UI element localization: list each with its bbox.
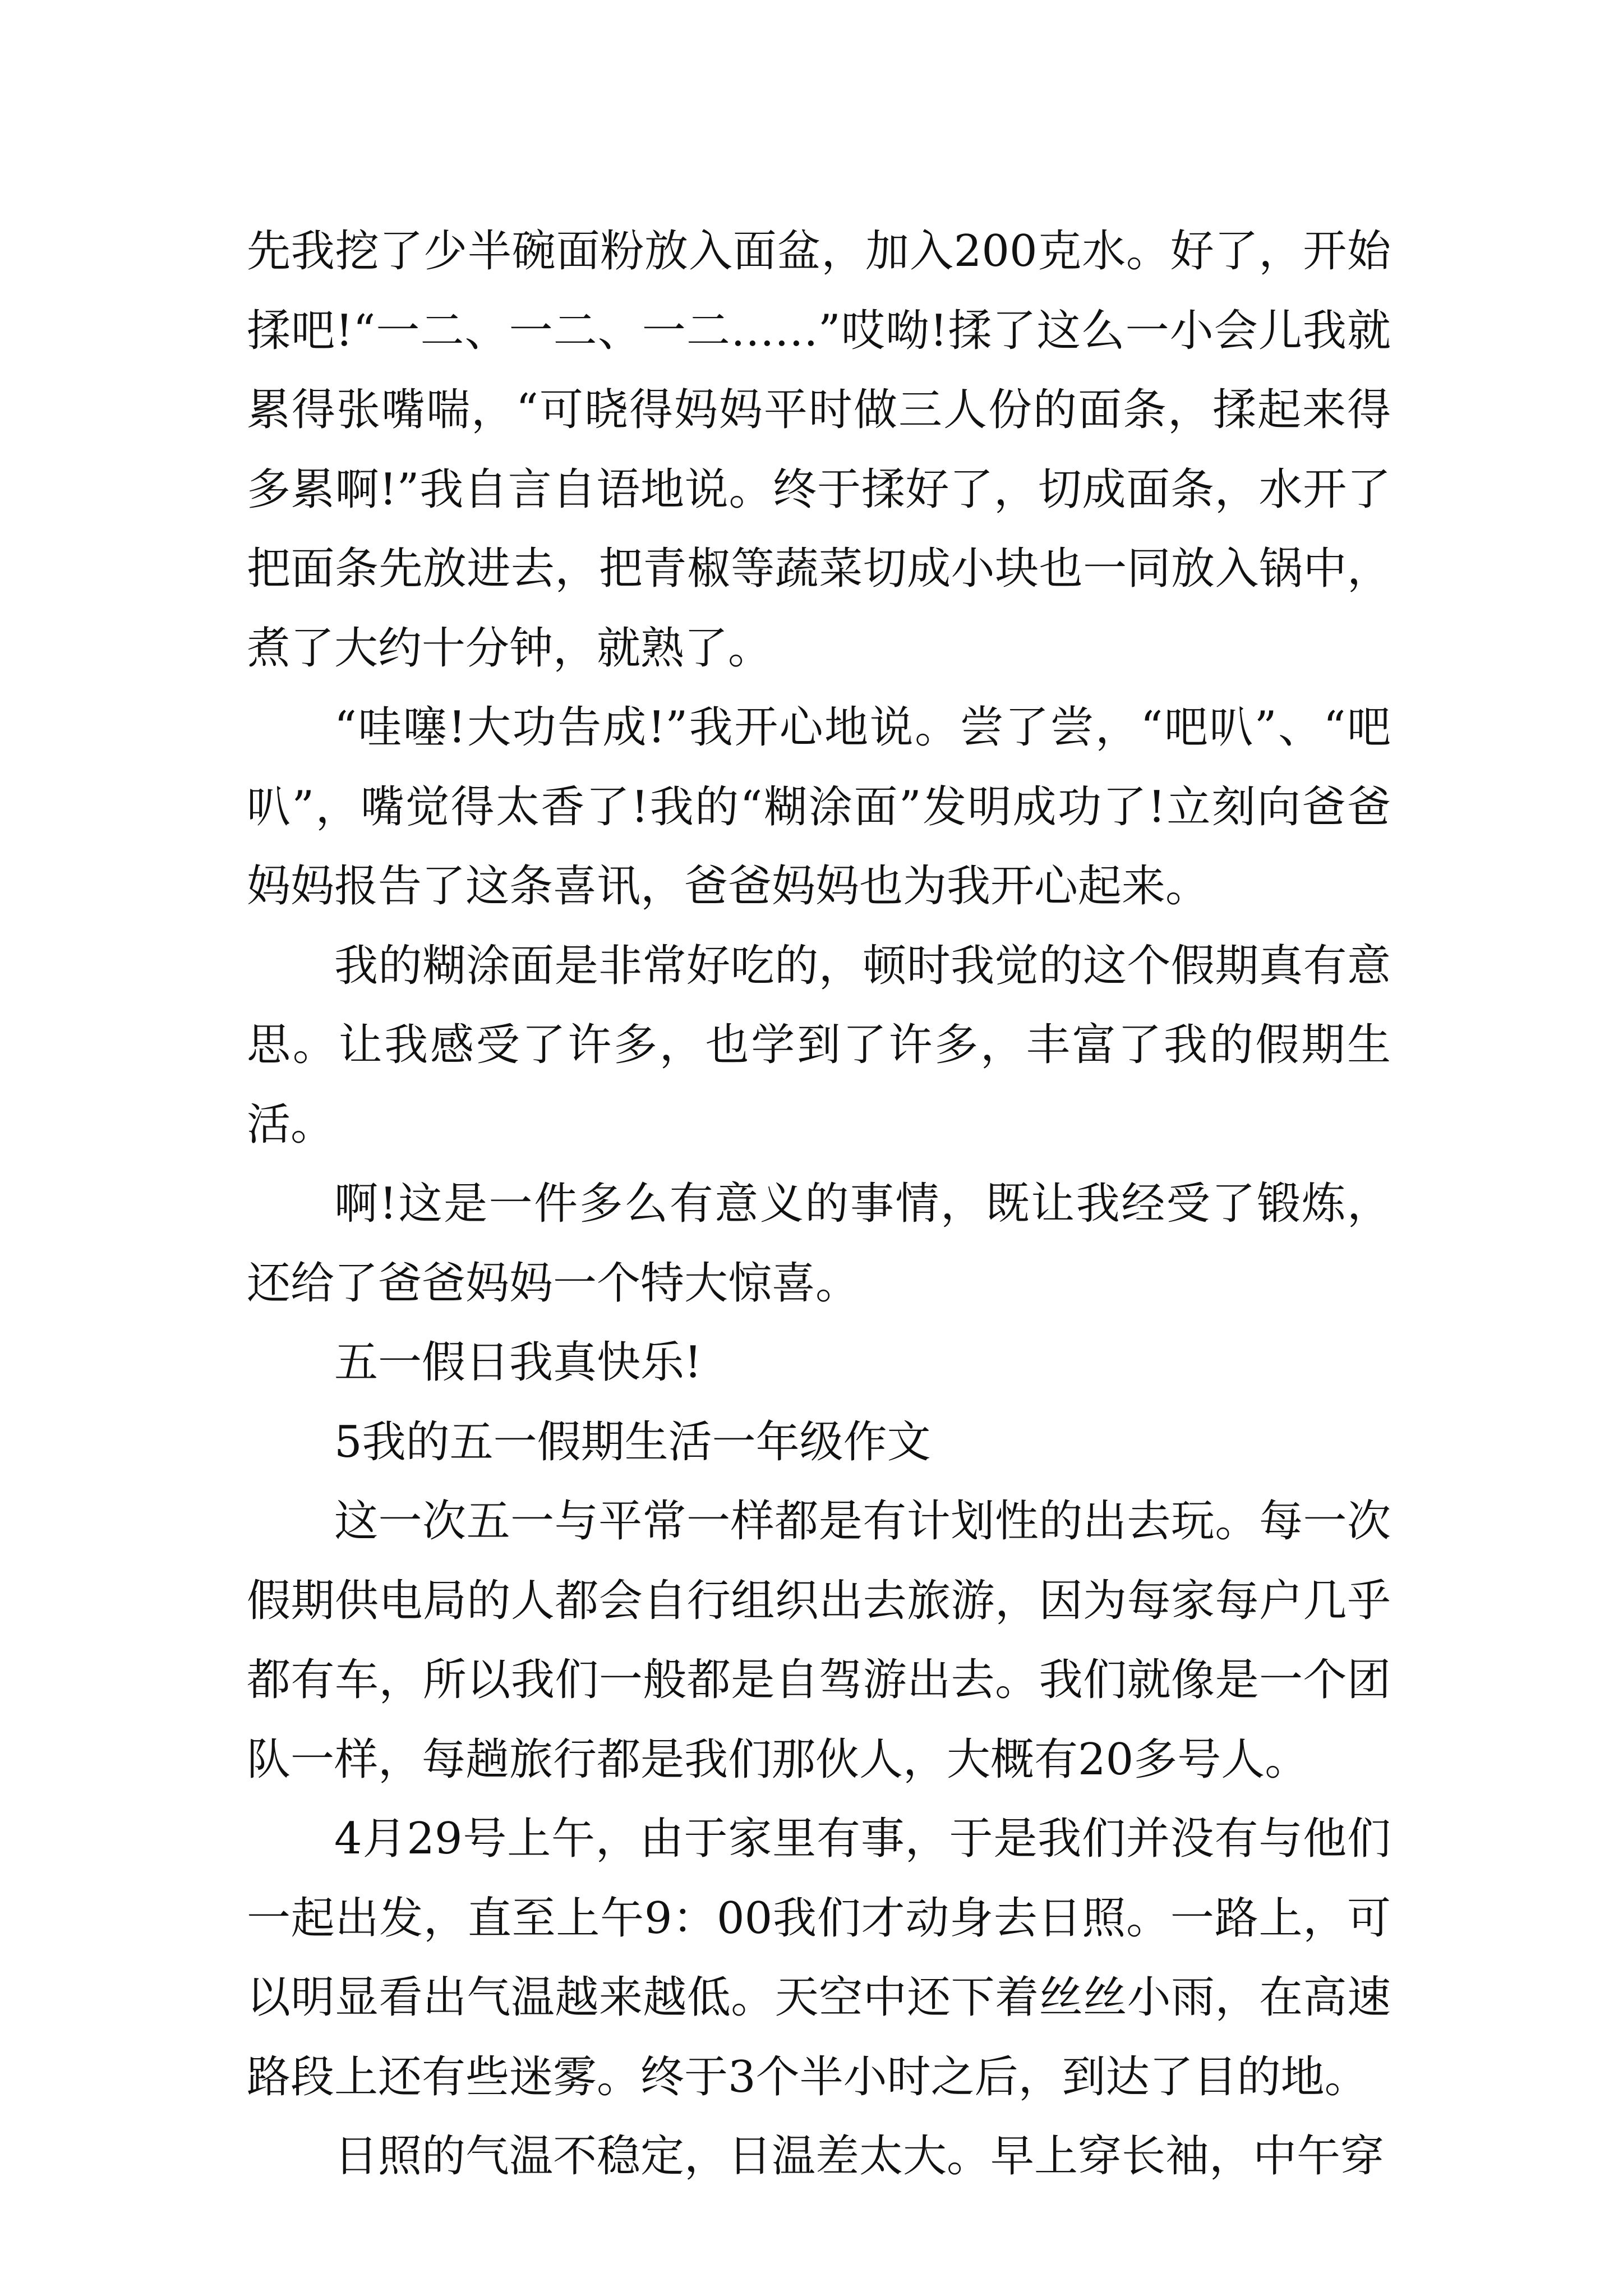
paragraph: “哇噻!大功告成!”我开心地说。尝了尝，“吧叭”、“吧叭”，嘴觉得太香了!我的“糊涂面”发明成功了!立刻向爸爸妈妈报告了这条喜讯，爸爸妈妈也为我开心起来。 (247, 702, 1391, 912)
paragraph: 啊!这是一件多么有意义的事情，既让我经受了锻炼，还给了爸爸妈妈一个特大惊喜。 (247, 1179, 1391, 1309)
paragraph: 4月29号上午，由于家里有事，于是我们并没有与他们一起出发，直至上午9：00我们才动身去日照。一路上，可以明显看出气温越来越低。天空中还下着丝丝小雨，在高速路段上还有些迷雾。终于3个半小时之后，到达了目的地。 (247, 1814, 1391, 2102)
paragraph: 先我挖了少半碗面粉放入面盆，加入200克水。好了，开始揉吧!“一二、一二、一二……”哎呦!揉了这么一小会儿我就累得张嘴喘，“可晓得妈妈平时做三人份的面条，揉起来得多累啊!”我自言自语地说。终于揉好了，切成面条，水开了把面条先放进去，把青椒等蔬菜切成小块也一同放入锅中，煮了大约十分钟，就熟了。 (247, 226, 1391, 674)
paragraph: 我的糊涂面是非常好吃的，顿时我觉的这个假期真有意思。让我感受了许多，也学到了许多，丰富了我的假期生活。 (247, 940, 1391, 1150)
paragraph: 日照的气温不稳定，日温差太大。早上穿长袖，中午穿 (334, 2131, 1385, 2182)
paragraph: 这一次五一与平常一样都是有计划性的出去玩。每一次假期供电局的人都会自行组织出去旅游，因为每家每户几乎都有车，所以我们一般都是自驾游出去。我们就像是一个团队一样，每趟旅行都是我们那伙人，大概有20多号人。 (247, 1496, 1391, 1785)
paragraph: 五一假日我真快乐! (334, 1337, 702, 1388)
section-heading: 5我的五一假期生活一年级作文 (334, 1416, 931, 1467)
body-text (247, 212, 1391, 2197)
